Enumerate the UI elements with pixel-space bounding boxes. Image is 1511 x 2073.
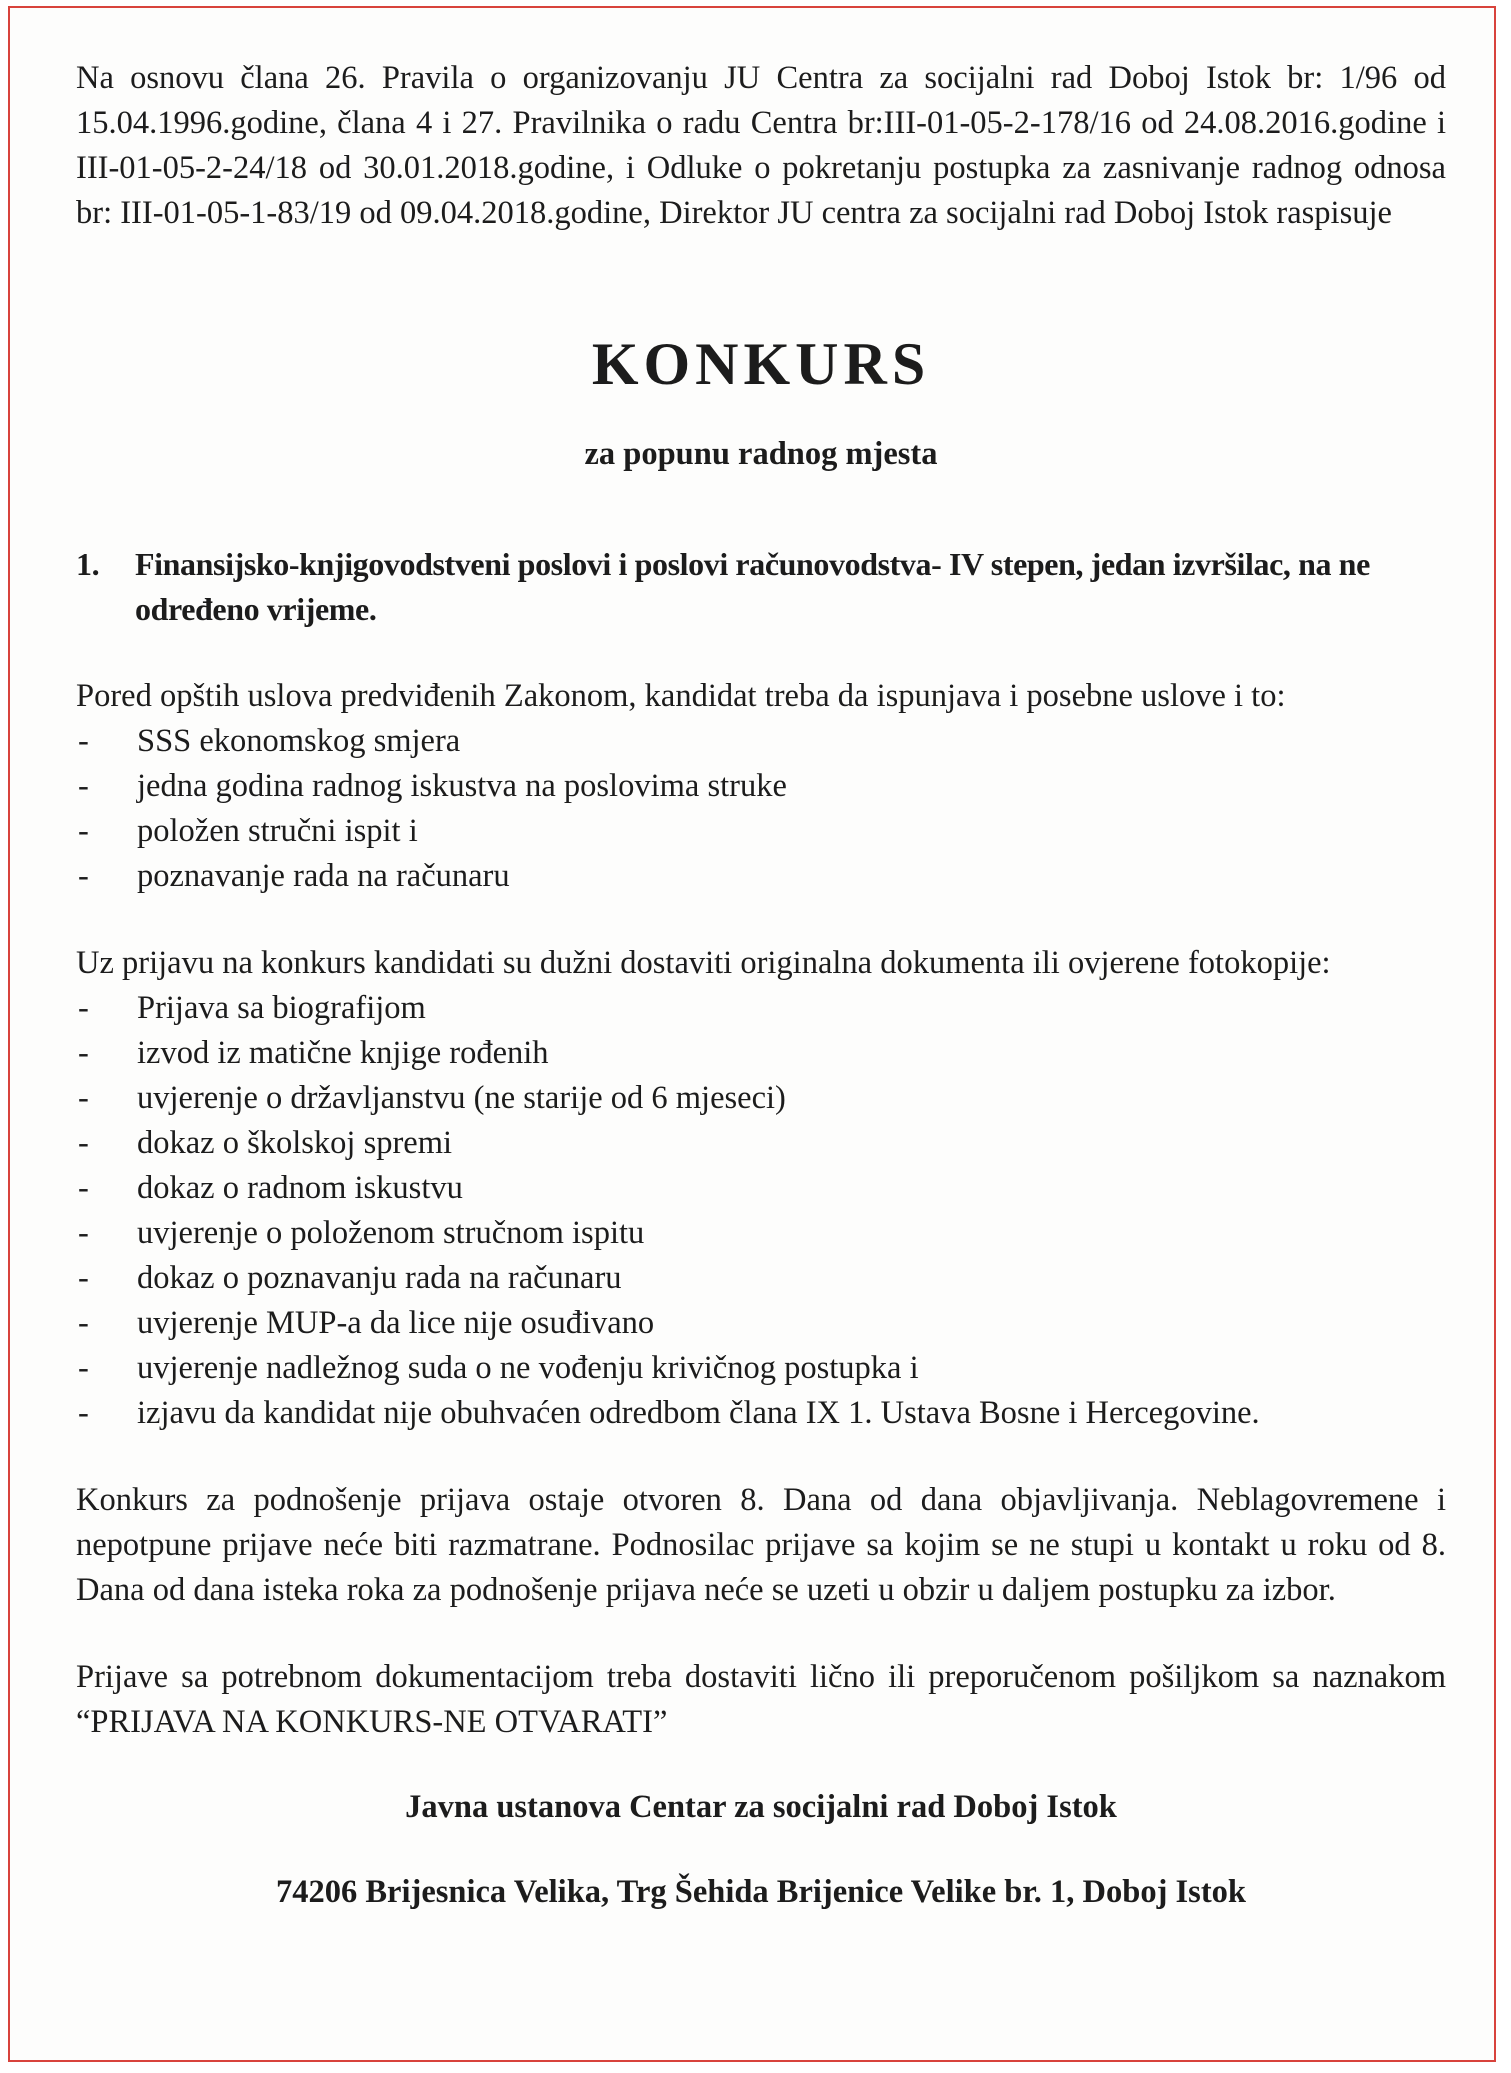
dash-bullet: - [78,723,89,759]
list-item-text: dokaz o školskoj spremi [137,1125,453,1161]
dash-bullet: - [78,990,89,1026]
list-item [76,854,1446,899]
list-item-text: uvjerenje o državljanstvu (ne starije od 6 mjeseci) [137,1080,786,1116]
intro-paragraph: Na osnovu člana 26. Pravila o organizovanju JU Centra za socijalni rad Doboj Istok br: 1/96 od 15.04.1996.godine, člana 4 i 27. Pravilnika o radu Centra br:III-01-05-2-178/16 od 24.08.2016.godine i III-01-05-2-24/18 od 30.01.2018.godine, i Odluke o pokretanju postupka za zasnivanje radnog odnosa br: III-01-05-1-83/19 od 09.04.2018.godine, Direktor JU centra za socijalni rad Doboj Istok raspisuje [76,60,1446,231]
list-item [76,1391,1446,1436]
list-item-text: dokaz o radnom iskustvu [137,1170,463,1206]
list-item [76,1256,1446,1301]
dash-bullet: - [78,1305,89,1341]
dash-bullet: - [78,1395,89,1431]
list-item-text: uvjerenje nadležnog suda o ne vođenju krivičnog postupka i [137,1350,919,1386]
list-item [76,1211,1446,1256]
document-page [76,56,1446,1915]
list-item-text: jedna godina radnog iskustva na poslovima struke [137,768,787,804]
list-item-text: položen stručni ispit i [137,813,418,849]
dash-bullet: - [78,1215,89,1251]
document-title: KONKURS [591,331,931,397]
list-item [76,986,1446,1031]
list-item-text: izvod iz matične knjige rođenih [137,1035,549,1071]
list-item-text: izjavu da kandidat nije obuhvaćen odredbom člana IX 1. Ustava Bosne i Hercegovine. [137,1395,1260,1431]
list-item [76,764,1446,809]
list-item-text: poznavanje rada na računaru [137,858,510,894]
footer-organization: Javna ustanova Centar za socijalni rad Doboj Istok [405,1789,1117,1825]
submission-paragraph: Prijave sa potrebnom dokumentacijom treba dostaviti lično ili preporučenom pošiljkom sa naznakom “PRIJAVA NA KONKURS-NE OTVARATI” [76,1659,1446,1740]
conditions-list [76,719,1446,899]
list-item-text: dokaz o poznavanju rada na računaru [137,1260,622,1296]
conditions-intro: Pored opštih uslova predviđenih Zakonom, kandidat treba da ispunjava i posebne uslove i to: [76,678,1286,714]
list-item [76,1301,1446,1346]
list-item [76,1346,1446,1391]
list-item-text: uvjerenje o položenom stručnom ispitu [137,1215,645,1251]
dash-bullet: - [78,813,89,849]
list-item [76,1031,1446,1076]
documents-intro: Uz prijavu na konkurs kandidati su dužni dostaviti originalna dokumenta ili ovjerene fotokopije: [76,945,1331,981]
list-item [76,809,1446,854]
list-item-text: uvjerenje MUP-a da lice nije osuđivano [137,1305,655,1341]
dash-bullet: - [78,1080,89,1116]
position-item [76,542,1446,632]
dash-bullet: - [78,768,89,804]
list-item-text: SSS ekonomskog smjera [137,723,461,759]
dash-bullet: - [78,1170,89,1206]
footer-address: 74206 Brijesnica Velika, Trg Šehida Brijenice Velike br. 1, Doboj Istok [276,1874,1246,1910]
dash-bullet: - [78,858,89,894]
position-text: Finansijsko-knjigovodstveni poslovi i poslovi računovodstva- IV stepen, jedan izvršilac, na ne određeno vrijeme. [135,546,1370,627]
document-subtitle: za popunu radnog mjesta [584,436,938,472]
position-number: 1. [76,546,100,582]
dash-bullet: - [78,1125,89,1161]
list-item-text: Prijava sa biografijom [137,990,426,1026]
dash-bullet: - [78,1260,89,1296]
list-item [76,719,1446,764]
dash-bullet: - [78,1035,89,1071]
list-item [76,1121,1446,1166]
dash-bullet: - [78,1350,89,1386]
list-item [76,1166,1446,1211]
deadline-paragraph: Konkurs za podnošenje prijava ostaje otvoren 8. Dana od dana objavljivanja. Neblagovremene i nepotpune prijave neće biti razmatrane. Podnosilac prijave sa kojim se ne stupi u kontakt u roku od 8. Dana od dana isteka roka za podnošenje prijava neće se uzeti u obzir u daljem postupku za izbor. [76,1482,1446,1608]
list-item [76,1076,1446,1121]
documents-list [76,986,1446,1436]
